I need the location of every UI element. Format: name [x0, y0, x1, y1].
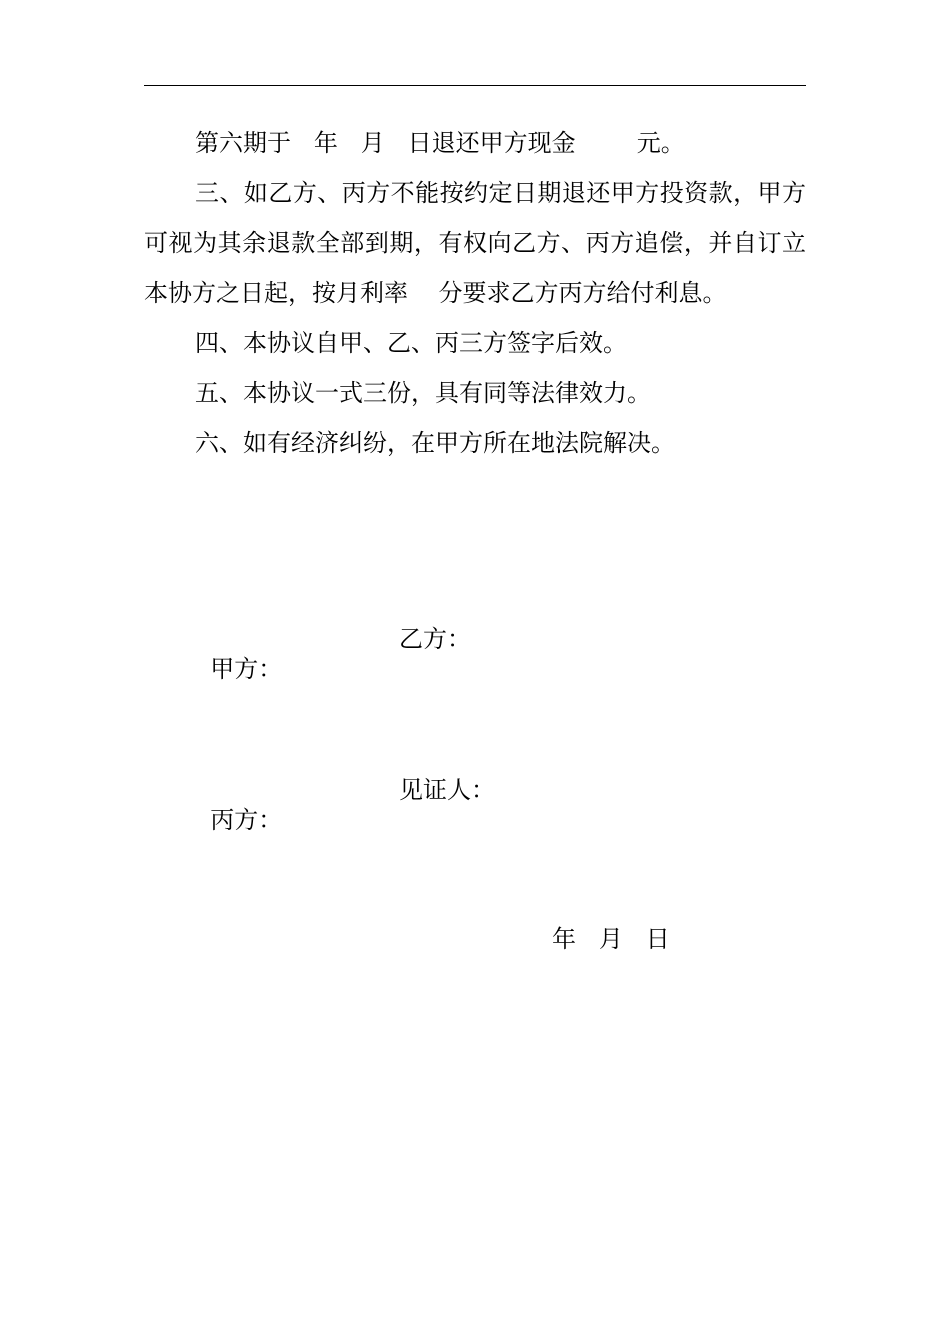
signature-row-1 — [195, 624, 471, 714]
party-b-label: 乙方： — [399, 625, 471, 653]
document-body — [144, 118, 806, 468]
paragraph-clause-4: 四、本协议自甲、乙、丙三方签字后效。 — [195, 329, 627, 357]
header-rule — [144, 85, 806, 86]
witness-label: 见证人： — [399, 776, 495, 804]
party-a-label: 甲方： — [210, 655, 283, 683]
paragraph-clause-6: 六、如有经济纠纷，在甲方所在地法院解决。 — [195, 429, 675, 457]
date-line: 年 月 日 — [552, 925, 670, 953]
signature-row-2 — [195, 775, 495, 865]
party-c-label: 丙方： — [210, 806, 283, 834]
paragraph-clause-3: 三、如乙方、丙方不能按约定日期退还甲方投资款，甲方可视为其余退款全部到期，有权向乙方、丙方追偿，并自订立本协方之日起，按月利率 分要求乙方丙方给付利息。 — [144, 179, 806, 307]
paragraph-sixth-installment: 第六期于 年 月 日退还甲方现金 元。 — [195, 129, 685, 157]
paragraph-clause-5: 五、本协议一式三份，具有同等法律效力。 — [195, 379, 651, 407]
